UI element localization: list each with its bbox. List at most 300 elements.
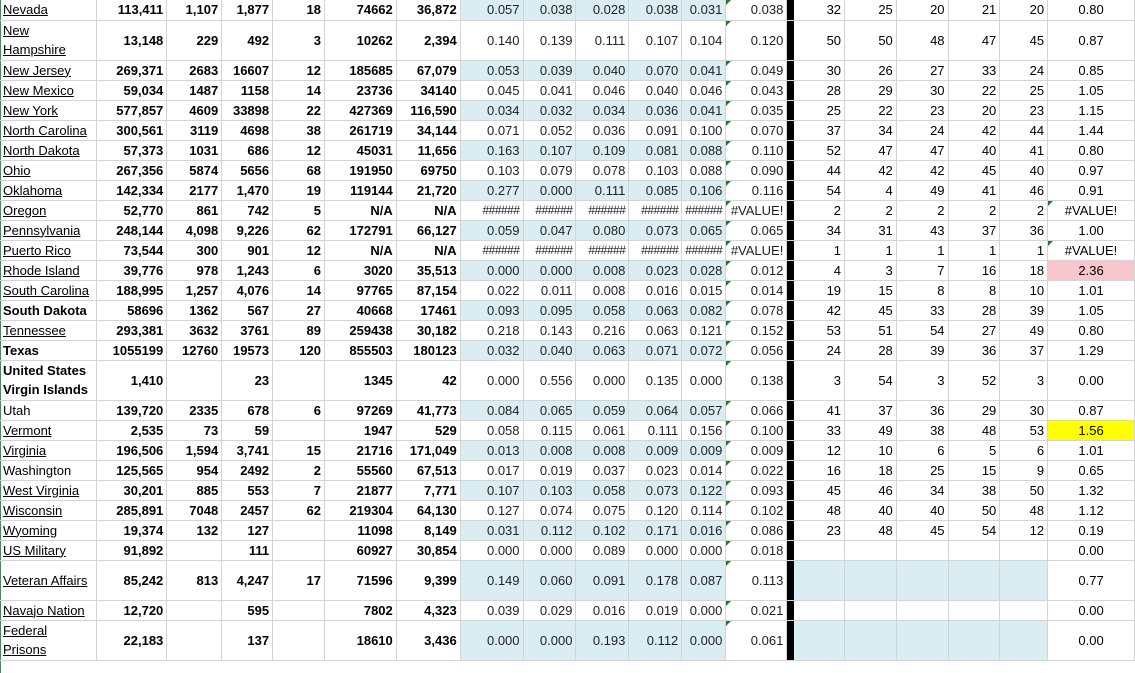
cell-count-1[interactable]	[97, 340, 167, 360]
cell-score[interactable]	[1048, 520, 1135, 540]
cell-rank-3[interactable]	[896, 240, 948, 260]
cell-rank-4[interactable]	[948, 280, 1000, 300]
cell-count-1[interactable]	[97, 160, 167, 180]
cell-rate-2[interactable]	[523, 80, 576, 100]
cell-count-3[interactable]	[222, 320, 273, 340]
cell-rate-1[interactable]	[460, 260, 523, 280]
cell-count-2[interactable]	[167, 200, 222, 220]
cell-rank-3[interactable]	[896, 260, 948, 280]
cell-count-2[interactable]	[167, 560, 222, 600]
cell-rank-5[interactable]	[1000, 160, 1048, 180]
cell-rate-2[interactable]	[523, 20, 576, 60]
cell-count-3[interactable]	[222, 60, 273, 80]
cell-region-name[interactable]	[0, 480, 97, 500]
cell-score[interactable]	[1048, 140, 1135, 160]
cell-rate-5[interactable]	[682, 200, 726, 220]
cell-rate-4[interactable]	[629, 80, 682, 100]
cell-count-2[interactable]	[167, 540, 222, 560]
cell-rate-3[interactable]	[576, 420, 629, 440]
cell-rate-4[interactable]	[629, 460, 682, 480]
cell-rate-5[interactable]	[682, 480, 726, 500]
cell-rate-1[interactable]	[460, 400, 523, 420]
cell-rank-4[interactable]	[948, 520, 1000, 540]
cell-rank-4[interactable]	[948, 60, 1000, 80]
cell-count-6[interactable]	[396, 100, 460, 120]
cell-count-1[interactable]	[97, 520, 167, 540]
cell-rate-5[interactable]	[682, 620, 726, 660]
cell-count-5[interactable]	[324, 160, 396, 180]
cell-rate-1[interactable]	[460, 620, 523, 660]
cell-average[interactable]	[726, 60, 787, 80]
cell-rate-4[interactable]	[629, 480, 682, 500]
cell-rate-4[interactable]	[629, 620, 682, 660]
cell-count-3[interactable]	[222, 200, 273, 220]
cell-count-6[interactable]	[396, 300, 460, 320]
cell-average[interactable]	[726, 120, 787, 140]
cell-score[interactable]	[1048, 620, 1135, 660]
cell-rank-1[interactable]	[794, 120, 845, 140]
cell-count-2[interactable]	[167, 460, 222, 480]
cell-count-4[interactable]	[273, 120, 325, 140]
cell-count-1[interactable]	[97, 440, 167, 460]
cell-rank-4[interactable]	[948, 160, 1000, 180]
cell-rate-5[interactable]	[682, 440, 726, 460]
cell-rank-4[interactable]	[948, 240, 1000, 260]
cell-count-4[interactable]	[273, 560, 325, 600]
cell-count-2[interactable]	[167, 500, 222, 520]
cell-region-name[interactable]	[0, 120, 97, 140]
cell-rank-1[interactable]	[794, 180, 845, 200]
cell-region-name[interactable]	[0, 540, 97, 560]
cell-rank-5[interactable]	[1000, 180, 1048, 200]
cell-score[interactable]	[1048, 320, 1135, 340]
cell-count-3[interactable]	[222, 620, 273, 660]
column-divider-bar[interactable]	[787, 420, 794, 440]
cell-rank-1[interactable]	[794, 300, 845, 320]
cell-rank-1[interactable]	[794, 100, 845, 120]
cell-rate-5[interactable]	[682, 240, 726, 260]
cell-rate-4[interactable]	[629, 320, 682, 340]
cell-rank-5[interactable]	[1000, 220, 1048, 240]
cell-rank-3[interactable]	[896, 80, 948, 100]
cell-rate-4[interactable]	[629, 260, 682, 280]
cell-score[interactable]	[1048, 420, 1135, 440]
cell-rate-4[interactable]	[629, 360, 682, 400]
cell-rank-5[interactable]	[1000, 280, 1048, 300]
cell-count-2[interactable]	[167, 180, 222, 200]
cell-count-1[interactable]	[97, 300, 167, 320]
region-link[interactable]: New Jersey	[3, 62, 71, 78]
cell-count-4[interactable]	[273, 140, 325, 160]
cell-region-name[interactable]	[0, 200, 97, 220]
cell-rank-4[interactable]	[948, 460, 1000, 480]
cell-rate-2[interactable]	[523, 620, 576, 660]
cell-rank-3[interactable]	[896, 60, 948, 80]
cell-rate-5[interactable]	[682, 340, 726, 360]
cell-rate-1[interactable]	[460, 220, 523, 240]
cell-count-5[interactable]	[324, 520, 396, 540]
cell-rate-1[interactable]	[460, 100, 523, 120]
column-divider-bar[interactable]	[787, 180, 794, 200]
cell-rank-3[interactable]	[896, 160, 948, 180]
cell-rank-2[interactable]	[845, 560, 897, 600]
cell-rank-2[interactable]	[845, 460, 897, 480]
cell-count-2[interactable]	[167, 100, 222, 120]
cell-rate-4[interactable]	[629, 520, 682, 540]
cell-count-3[interactable]	[222, 360, 273, 400]
cell-rank-1[interactable]	[794, 240, 845, 260]
cell-rate-4[interactable]	[629, 440, 682, 460]
region-link[interactable]: Navajo Nation	[3, 602, 85, 618]
cell-rank-1[interactable]	[794, 0, 845, 20]
region-link[interactable]: US Military	[3, 542, 66, 558]
cell-count-6[interactable]	[396, 540, 460, 560]
cell-count-3[interactable]	[222, 280, 273, 300]
cell-rate-4[interactable]	[629, 600, 682, 620]
region-link[interactable]: Veteran Affairs	[3, 572, 88, 588]
cell-count-1[interactable]	[97, 400, 167, 420]
cell-rank-3[interactable]	[896, 440, 948, 460]
cell-count-3[interactable]	[222, 20, 273, 60]
cell-count-4[interactable]	[273, 160, 325, 180]
cell-rate-3[interactable]	[576, 160, 629, 180]
column-divider-bar[interactable]	[787, 560, 794, 600]
cell-rank-4[interactable]	[948, 20, 1000, 60]
cell-average[interactable]	[726, 340, 787, 360]
cell-rate-5[interactable]	[682, 300, 726, 320]
cell-rate-2[interactable]	[523, 480, 576, 500]
cell-rank-2[interactable]	[845, 0, 897, 20]
cell-rank-4[interactable]	[948, 500, 1000, 520]
cell-rate-3[interactable]	[576, 220, 629, 240]
cell-rate-3[interactable]	[576, 20, 629, 60]
cell-rank-5[interactable]	[1000, 200, 1048, 220]
cell-region-name[interactable]	[0, 0, 97, 20]
cell-rank-2[interactable]	[845, 500, 897, 520]
region-link[interactable]: Rhode Island	[3, 262, 80, 278]
cell-rate-3[interactable]	[576, 520, 629, 540]
cell-rank-2[interactable]	[845, 200, 897, 220]
column-divider-bar[interactable]	[787, 620, 794, 660]
cell-average[interactable]	[726, 320, 787, 340]
cell-count-3[interactable]	[222, 80, 273, 100]
cell-rank-2[interactable]	[845, 360, 897, 400]
cell-score[interactable]	[1048, 460, 1135, 480]
cell-count-1[interactable]	[97, 560, 167, 600]
region-link[interactable]: North Carolina	[3, 122, 87, 138]
column-divider-bar[interactable]	[787, 460, 794, 480]
cell-rank-2[interactable]	[845, 100, 897, 120]
cell-rank-2[interactable]	[845, 60, 897, 80]
cell-region-name[interactable]	[0, 500, 97, 520]
cell-rate-3[interactable]	[576, 360, 629, 400]
cell-rank-5[interactable]	[1000, 400, 1048, 420]
cell-count-4[interactable]	[273, 180, 325, 200]
cell-score[interactable]	[1048, 360, 1135, 400]
region-link[interactable]: Tennessee	[3, 322, 66, 338]
cell-region-name[interactable]	[0, 460, 97, 480]
cell-average[interactable]	[726, 260, 787, 280]
cell-rate-4[interactable]	[629, 180, 682, 200]
cell-count-1[interactable]	[97, 280, 167, 300]
cell-count-5[interactable]	[324, 460, 396, 480]
cell-count-5[interactable]	[324, 440, 396, 460]
cell-count-5[interactable]	[324, 420, 396, 440]
cell-region-name[interactable]	[0, 600, 97, 620]
cell-count-1[interactable]	[97, 420, 167, 440]
cell-count-1[interactable]	[97, 20, 167, 60]
cell-count-4[interactable]	[273, 520, 325, 540]
cell-count-6[interactable]	[396, 480, 460, 500]
cell-average[interactable]	[726, 400, 787, 420]
cell-rank-5[interactable]	[1000, 440, 1048, 460]
cell-count-6[interactable]	[396, 440, 460, 460]
column-divider-bar[interactable]	[787, 260, 794, 280]
cell-region-name[interactable]	[0, 620, 97, 660]
cell-count-4[interactable]	[273, 440, 325, 460]
cell-score[interactable]	[1048, 540, 1135, 560]
cell-rate-3[interactable]	[576, 300, 629, 320]
cell-rate-5[interactable]	[682, 280, 726, 300]
cell-region-name[interactable]	[0, 140, 97, 160]
cell-rate-1[interactable]	[460, 60, 523, 80]
cell-region-name[interactable]	[0, 260, 97, 280]
cell-rank-3[interactable]	[896, 100, 948, 120]
cell-rank-4[interactable]	[948, 620, 1000, 660]
cell-score[interactable]	[1048, 500, 1135, 520]
cell-rank-3[interactable]	[896, 20, 948, 60]
cell-rank-1[interactable]	[794, 500, 845, 520]
cell-count-3[interactable]	[222, 600, 273, 620]
cell-count-6[interactable]	[396, 340, 460, 360]
cell-average[interactable]	[726, 500, 787, 520]
cell-average[interactable]	[726, 420, 787, 440]
cell-count-5[interactable]	[324, 320, 396, 340]
cell-count-2[interactable]	[167, 340, 222, 360]
cell-rate-5[interactable]	[682, 600, 726, 620]
cell-rank-2[interactable]	[845, 520, 897, 540]
cell-rank-3[interactable]	[896, 560, 948, 600]
cell-region-name[interactable]	[0, 400, 97, 420]
cell-count-5[interactable]	[324, 140, 396, 160]
cell-rate-5[interactable]	[682, 160, 726, 180]
cell-rate-4[interactable]	[629, 60, 682, 80]
cell-region-name[interactable]	[0, 180, 97, 200]
cell-count-6[interactable]	[396, 20, 460, 60]
cell-count-4[interactable]	[273, 80, 325, 100]
cell-count-5[interactable]	[324, 300, 396, 320]
region-link[interactable]: New Mexico	[3, 82, 74, 98]
cell-rate-3[interactable]	[576, 460, 629, 480]
cell-rate-1[interactable]	[460, 420, 523, 440]
column-divider-bar[interactable]	[787, 280, 794, 300]
cell-rate-1[interactable]	[460, 520, 523, 540]
cell-rate-4[interactable]	[629, 100, 682, 120]
cell-count-4[interactable]	[273, 400, 325, 420]
column-divider-bar[interactable]	[787, 320, 794, 340]
cell-rank-4[interactable]	[948, 320, 1000, 340]
cell-rate-5[interactable]	[682, 120, 726, 140]
cell-rate-4[interactable]	[629, 160, 682, 180]
cell-count-1[interactable]	[97, 480, 167, 500]
cell-rank-1[interactable]	[794, 140, 845, 160]
cell-count-6[interactable]	[396, 520, 460, 540]
column-divider-bar[interactable]	[787, 80, 794, 100]
column-divider-bar[interactable]	[787, 480, 794, 500]
cell-count-5[interactable]	[324, 60, 396, 80]
cell-rank-5[interactable]	[1000, 300, 1048, 320]
cell-rank-4[interactable]	[948, 480, 1000, 500]
cell-rate-5[interactable]	[682, 520, 726, 540]
cell-count-4[interactable]	[273, 460, 325, 480]
cell-count-3[interactable]	[222, 540, 273, 560]
cell-count-6[interactable]	[396, 460, 460, 480]
cell-rank-5[interactable]	[1000, 260, 1048, 280]
cell-count-5[interactable]	[324, 180, 396, 200]
region-link[interactable]: Federal Prisons	[3, 623, 48, 657]
cell-average[interactable]	[726, 300, 787, 320]
cell-count-1[interactable]	[97, 620, 167, 660]
cell-rate-2[interactable]	[523, 280, 576, 300]
cell-count-4[interactable]	[273, 20, 325, 60]
cell-rank-5[interactable]	[1000, 0, 1048, 20]
cell-rate-2[interactable]	[523, 440, 576, 460]
cell-rate-5[interactable]	[682, 180, 726, 200]
cell-average[interactable]	[726, 460, 787, 480]
cell-rate-4[interactable]	[629, 560, 682, 600]
cell-rank-3[interactable]	[896, 360, 948, 400]
cell-rate-2[interactable]	[523, 240, 576, 260]
cell-count-2[interactable]	[167, 480, 222, 500]
cell-count-1[interactable]	[97, 600, 167, 620]
region-link[interactable]: Puerto Rico	[3, 242, 71, 258]
cell-count-2[interactable]	[167, 20, 222, 60]
cell-rate-3[interactable]	[576, 600, 629, 620]
cell-rate-3[interactable]	[576, 480, 629, 500]
region-link[interactable]: Wisconsin	[3, 502, 63, 518]
cell-count-5[interactable]	[324, 0, 396, 20]
cell-rate-3[interactable]	[576, 80, 629, 100]
cell-rank-1[interactable]	[794, 20, 845, 60]
cell-count-3[interactable]	[222, 140, 273, 160]
cell-rate-2[interactable]	[523, 600, 576, 620]
cell-average[interactable]	[726, 440, 787, 460]
cell-rank-3[interactable]	[896, 600, 948, 620]
cell-rate-4[interactable]	[629, 280, 682, 300]
cell-average[interactable]	[726, 200, 787, 220]
cell-count-4[interactable]	[273, 0, 325, 20]
cell-average[interactable]	[726, 620, 787, 660]
cell-rank-1[interactable]	[794, 360, 845, 400]
cell-rank-4[interactable]	[948, 180, 1000, 200]
cell-rank-3[interactable]	[896, 120, 948, 140]
cell-score[interactable]	[1048, 280, 1135, 300]
cell-count-1[interactable]	[97, 80, 167, 100]
cell-count-3[interactable]	[222, 340, 273, 360]
cell-average[interactable]	[726, 140, 787, 160]
cell-count-3[interactable]	[222, 180, 273, 200]
cell-region-name[interactable]	[0, 20, 97, 60]
cell-rate-2[interactable]	[523, 260, 576, 280]
cell-rate-1[interactable]	[460, 300, 523, 320]
cell-count-6[interactable]	[396, 360, 460, 400]
cell-rate-1[interactable]	[460, 120, 523, 140]
cell-rate-2[interactable]	[523, 160, 576, 180]
cell-count-3[interactable]	[222, 440, 273, 460]
cell-rate-4[interactable]	[629, 0, 682, 20]
cell-rate-3[interactable]	[576, 140, 629, 160]
column-divider-bar[interactable]	[787, 440, 794, 460]
cell-average[interactable]	[726, 360, 787, 400]
cell-rate-1[interactable]	[460, 480, 523, 500]
cell-count-1[interactable]	[97, 140, 167, 160]
cell-rank-1[interactable]	[794, 520, 845, 540]
cell-rate-5[interactable]	[682, 460, 726, 480]
cell-rate-1[interactable]	[460, 160, 523, 180]
region-link[interactable]: Nevada	[3, 2, 48, 18]
cell-count-1[interactable]	[97, 540, 167, 560]
cell-rank-1[interactable]	[794, 160, 845, 180]
cell-rate-3[interactable]	[576, 200, 629, 220]
cell-rank-1[interactable]	[794, 440, 845, 460]
cell-count-1[interactable]	[97, 100, 167, 120]
cell-count-2[interactable]	[167, 300, 222, 320]
cell-rate-5[interactable]	[682, 80, 726, 100]
cell-count-1[interactable]	[97, 260, 167, 280]
cell-average[interactable]	[726, 540, 787, 560]
cell-rank-5[interactable]	[1000, 360, 1048, 400]
cell-rate-3[interactable]	[576, 0, 629, 20]
cell-rate-2[interactable]	[523, 180, 576, 200]
cell-count-1[interactable]	[97, 120, 167, 140]
cell-count-2[interactable]	[167, 220, 222, 240]
cell-rank-3[interactable]	[896, 400, 948, 420]
cell-rate-3[interactable]	[576, 260, 629, 280]
cell-rate-4[interactable]	[629, 420, 682, 440]
cell-rank-4[interactable]	[948, 120, 1000, 140]
cell-count-3[interactable]	[222, 240, 273, 260]
cell-rank-5[interactable]	[1000, 80, 1048, 100]
cell-rate-1[interactable]	[460, 600, 523, 620]
cell-count-2[interactable]	[167, 60, 222, 80]
cell-rank-5[interactable]	[1000, 320, 1048, 340]
cell-rate-1[interactable]	[460, 140, 523, 160]
cell-count-6[interactable]	[396, 0, 460, 20]
cell-region-name[interactable]	[0, 240, 97, 260]
cell-rate-2[interactable]	[523, 340, 576, 360]
cell-rate-4[interactable]	[629, 120, 682, 140]
cell-rate-1[interactable]	[460, 560, 523, 600]
cell-rank-2[interactable]	[845, 20, 897, 60]
column-divider-bar[interactable]	[787, 360, 794, 400]
region-link[interactable]: New York	[3, 102, 58, 118]
cell-rate-2[interactable]	[523, 60, 576, 80]
column-divider-bar[interactable]	[787, 520, 794, 540]
cell-rate-2[interactable]	[523, 560, 576, 600]
cell-average[interactable]	[726, 180, 787, 200]
cell-rank-2[interactable]	[845, 220, 897, 240]
column-divider-bar[interactable]	[787, 400, 794, 420]
cell-count-3[interactable]	[222, 120, 273, 140]
cell-count-6[interactable]	[396, 220, 460, 240]
cell-count-5[interactable]	[324, 600, 396, 620]
column-divider-bar[interactable]	[787, 60, 794, 80]
cell-count-6[interactable]	[396, 420, 460, 440]
cell-rank-5[interactable]	[1000, 20, 1048, 60]
cell-rank-1[interactable]	[794, 80, 845, 100]
cell-rate-5[interactable]	[682, 100, 726, 120]
cell-average[interactable]	[726, 100, 787, 120]
